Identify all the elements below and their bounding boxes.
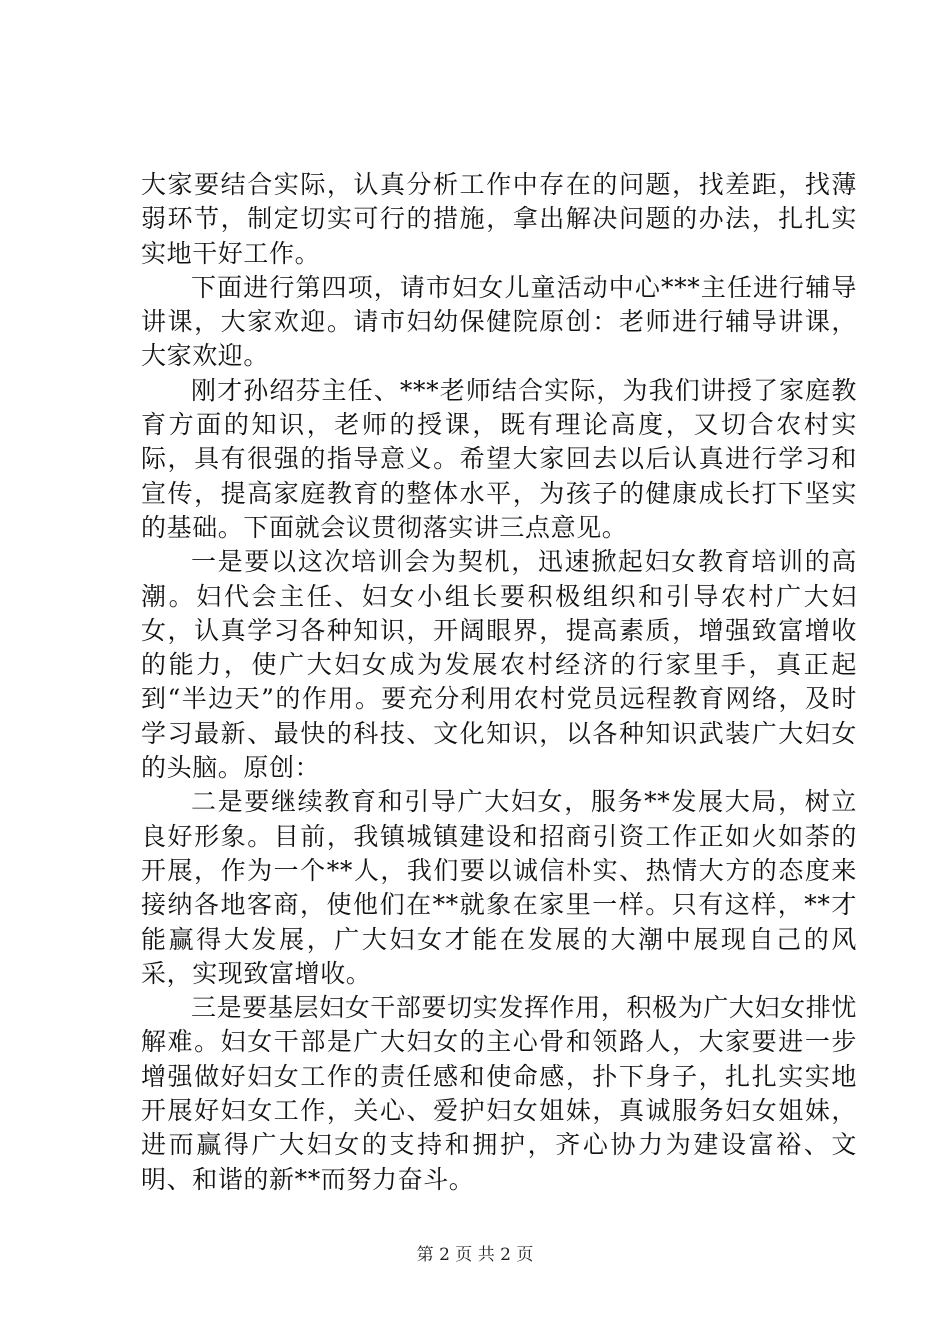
paragraph-2: 下面进行第四项，请市妇女儿童活动中心***主任进行辅导讲课，大家欢迎。请市妇幼保健院原创：老师进行辅导讲课，大家欢迎。 xyxy=(141,272,857,371)
paragraph-4: 一是要以这次培训会为契机，迅速掀起妇女教育培训的高潮。妇代会主任、妇女小组长要积极组织和引导农村广大妇女，认真学习各种知识，开阔眼界，提高素质，增强致富增收的能力，使广大妇女成为发展农村经济的行家里手，真正起到“半边天”的作用。要充分利用农村党员远程教育网络，及时学习最新、最快的科技、文化知识，以各种知识武装广大妇女的头脑。原创： xyxy=(141,547,857,783)
paragraph-1: 大家要结合实际，认真分析工作中存在的问题，找差距，找薄弱环节，制定切实可行的措施，拿出解决问题的办法，扎扎实实地干好工作。 xyxy=(141,170,857,268)
document-body xyxy=(141,168,857,1197)
paragraph-5: 二是要继续教育和引导广大妇女，服务**发展大局，树立良好形象。目前，我镇城镇建设和招商引资工作正如火如荼的开展，作为一个**人，我们要以诚信朴实、热情大方的态度来接纳各地客商，使他们在**就象在家里一样。只有这样，**才能赢得大发展，广大妇女才能在发展的大潮中展现自己的风采，实现致富增收。 xyxy=(141,787,857,988)
page-footer: 第 2 页 共 2 页 xyxy=(416,1245,534,1265)
paragraph-6: 三是要基层妇女干部要切实发挥作用，积极为广大妇女排忧解难。妇女干部是广大妇女的主心骨和领路人，大家要进一步增强做好妇女工作的责任感和使命感，扑下身子，扎扎实实地开展好妇女工作，关心、爱护妇女姐妹，真诚服务妇女姐妹，进而赢得广大妇女的支持和拥护，齐心协力为建设富裕、文明、和谐的新**而努力奋斗。 xyxy=(141,993,857,1194)
paragraph-3: 刚才孙绍芬主任、***老师结合实际，为我们讲授了家庭教育方面的知识，老师的授课，既有理论高度，又切合农村实际，具有很强的指导意义。希望大家回去以后认真进行学习和宣传，提高家庭教育的整体水平，为孩子的健康成长打下坚实的基础。下面就会议贯彻落实讲三点意见。 xyxy=(141,375,857,542)
